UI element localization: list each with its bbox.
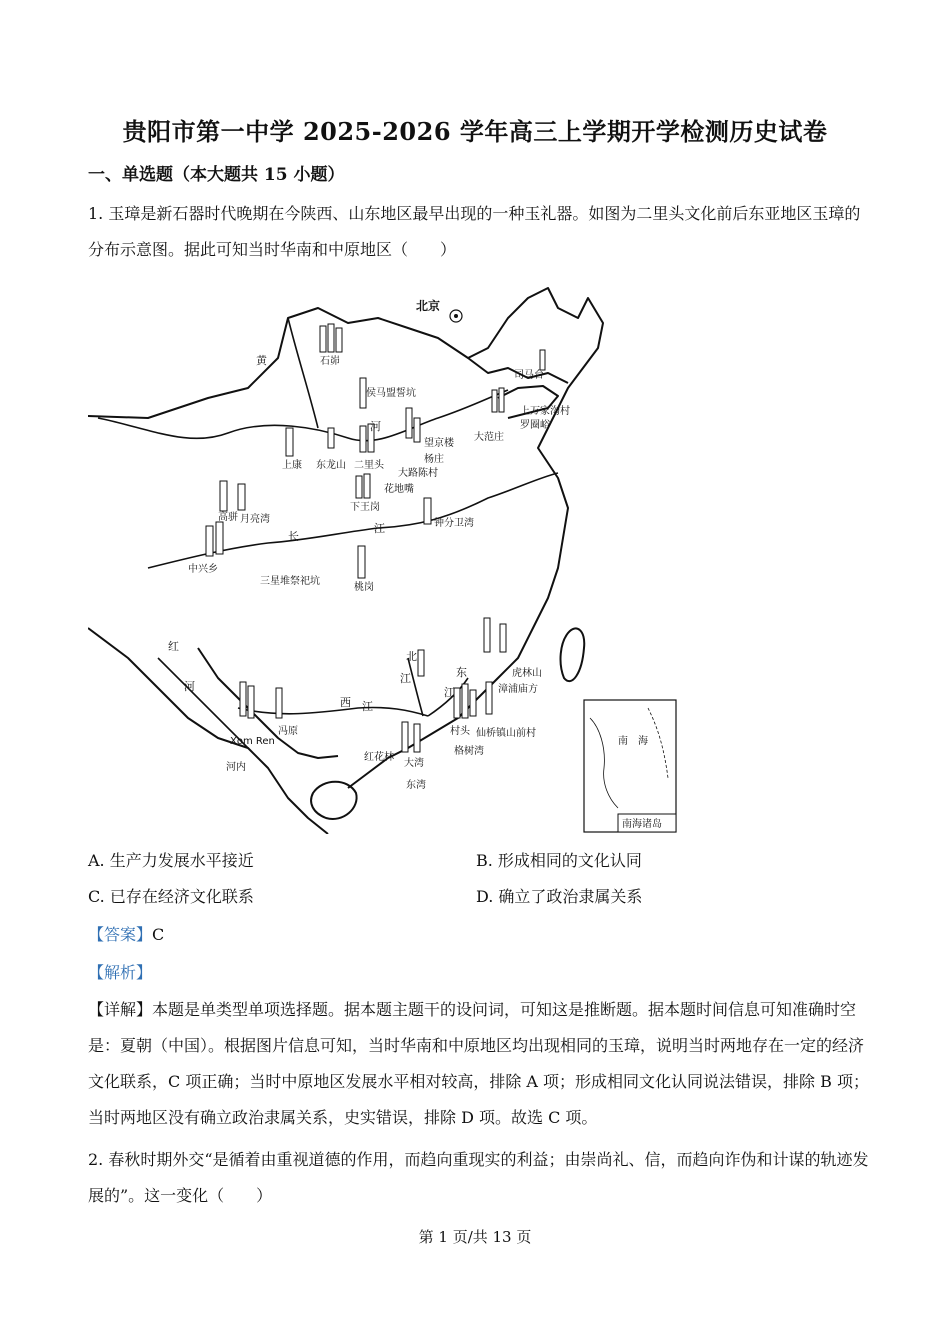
river-label: 西: [340, 696, 351, 709]
site-label: 河内: [226, 762, 246, 773]
site-label: 上康: [282, 460, 302, 471]
inset-caption: 南海诸岛: [622, 819, 662, 830]
site-label: 二里头: [354, 460, 384, 471]
answer-tag: 【答案】: [88, 925, 153, 944]
jade-zhang-distribution-map: [88, 278, 692, 834]
site-label: 虎林山: [512, 668, 542, 679]
river-label: 河: [370, 420, 381, 433]
site-label: 月亮湾: [240, 514, 270, 525]
site-label: 东湾: [406, 780, 426, 791]
option-a: A. 生产力发展水平接近: [88, 851, 254, 870]
river-label: 江: [374, 522, 385, 535]
detail-tag: 【详解】: [88, 1000, 153, 1019]
site-label: 三星堆祭祀坑: [260, 576, 320, 587]
river-label: 红: [168, 640, 179, 653]
analysis-tag: 【解析】: [88, 963, 153, 982]
site-label: 大路陈村: [398, 468, 438, 479]
capital-label: 北京: [416, 299, 441, 313]
river-label: 河: [184, 680, 195, 693]
site-label: 桃岗: [354, 582, 374, 593]
site-label: 望京楼: [424, 438, 454, 449]
page-title: 贵阳市第一中学 2025-2026 学年高三上学期开学检测历史试卷: [122, 117, 828, 146]
site-label: 罗圈峪: [520, 420, 550, 431]
river-label: 江: [400, 672, 411, 685]
site-label: 上万家沟村: [520, 406, 570, 417]
site-label: 村头: [450, 726, 470, 737]
question-2-text: 2. 春秋时期外交“是循着由重视道德的作用，而趋向重现实的利益；由崇尚礼、信，而趋向诈伪和计谋的轨迹发展的”。这一变化（ ）: [88, 1150, 869, 1205]
site-label: 大范庄: [474, 432, 504, 443]
site-label: 中兴乡: [188, 564, 218, 575]
capital-marker: [416, 298, 462, 322]
site-label: 冯原: [278, 726, 298, 737]
detail-text: 本题是单类型单项选择题。据本题主题干的设问词，可知这是推断题。据本题时间信息可知准确时空是：夏朝（中国）。根据图片信息可知，当时华南和中原地区均出现相同的玉璋，说明当时两地存在一定的经济文化联系，C 项正确；当时中原地区发展水平相对较高，排除 A 项；形成相同文化认同说法错误，排除 B 项；当时两地区没有确立政治隶属关系，史实错误，排除 D 项。故选 C 项。: [88, 1000, 869, 1127]
river-label: 东: [456, 666, 467, 679]
river-label: 长: [288, 530, 299, 543]
site-label: 高骈: [218, 512, 238, 523]
site-label: 下王岗: [350, 502, 380, 513]
section-heading: 一、单选题（本大题共 15 小题）: [88, 165, 345, 185]
site-label: 仙桥镇山前村: [476, 728, 536, 739]
detail-explanation: [88, 992, 870, 1136]
site-label: 大湾: [404, 758, 424, 769]
site-label: 红花林: [364, 752, 394, 763]
river-label: 江: [362, 700, 373, 713]
site-label: 杨庄: [424, 454, 444, 465]
river-label: 北: [406, 650, 417, 663]
site-label: 东龙山: [316, 460, 346, 471]
south-sea-inset: [584, 700, 676, 832]
site-label: 格树湾: [454, 746, 484, 757]
site-label: Xom Ren: [230, 736, 275, 747]
option-d: D. 确立了政治隶属关系: [476, 887, 643, 906]
site-label: 漳浦庙方: [498, 684, 538, 695]
site-label: 石峁: [320, 356, 340, 367]
analysis-heading: [88, 960, 152, 983]
option-c: C. 已存在经济文化联系: [88, 887, 254, 906]
answer-line: [88, 922, 164, 945]
inset-sea-label: 南 海: [618, 736, 648, 747]
option-b: B. 形成相同的文化认同: [476, 851, 642, 870]
site-label: 钟分卫湾: [434, 518, 474, 529]
page-footer: 第 1 页/共 13 页: [418, 1228, 532, 1246]
river-label: 江: [444, 686, 455, 699]
site-label: 侯马盟誓坑: [366, 388, 416, 399]
site-label: 花地嘴: [384, 484, 414, 495]
site-label: 司马台: [514, 370, 544, 381]
answer-value: C: [152, 925, 165, 944]
question-1-text: 1. 玉璋是新石器时代晚期在今陕西、山东地区最早出现的一种玉礼器。如图为二里头文化前后东亚地区玉璋的分布示意图。据此可知当时华南和中原地区（ ）: [88, 204, 861, 259]
river-label: 黄: [256, 354, 267, 367]
